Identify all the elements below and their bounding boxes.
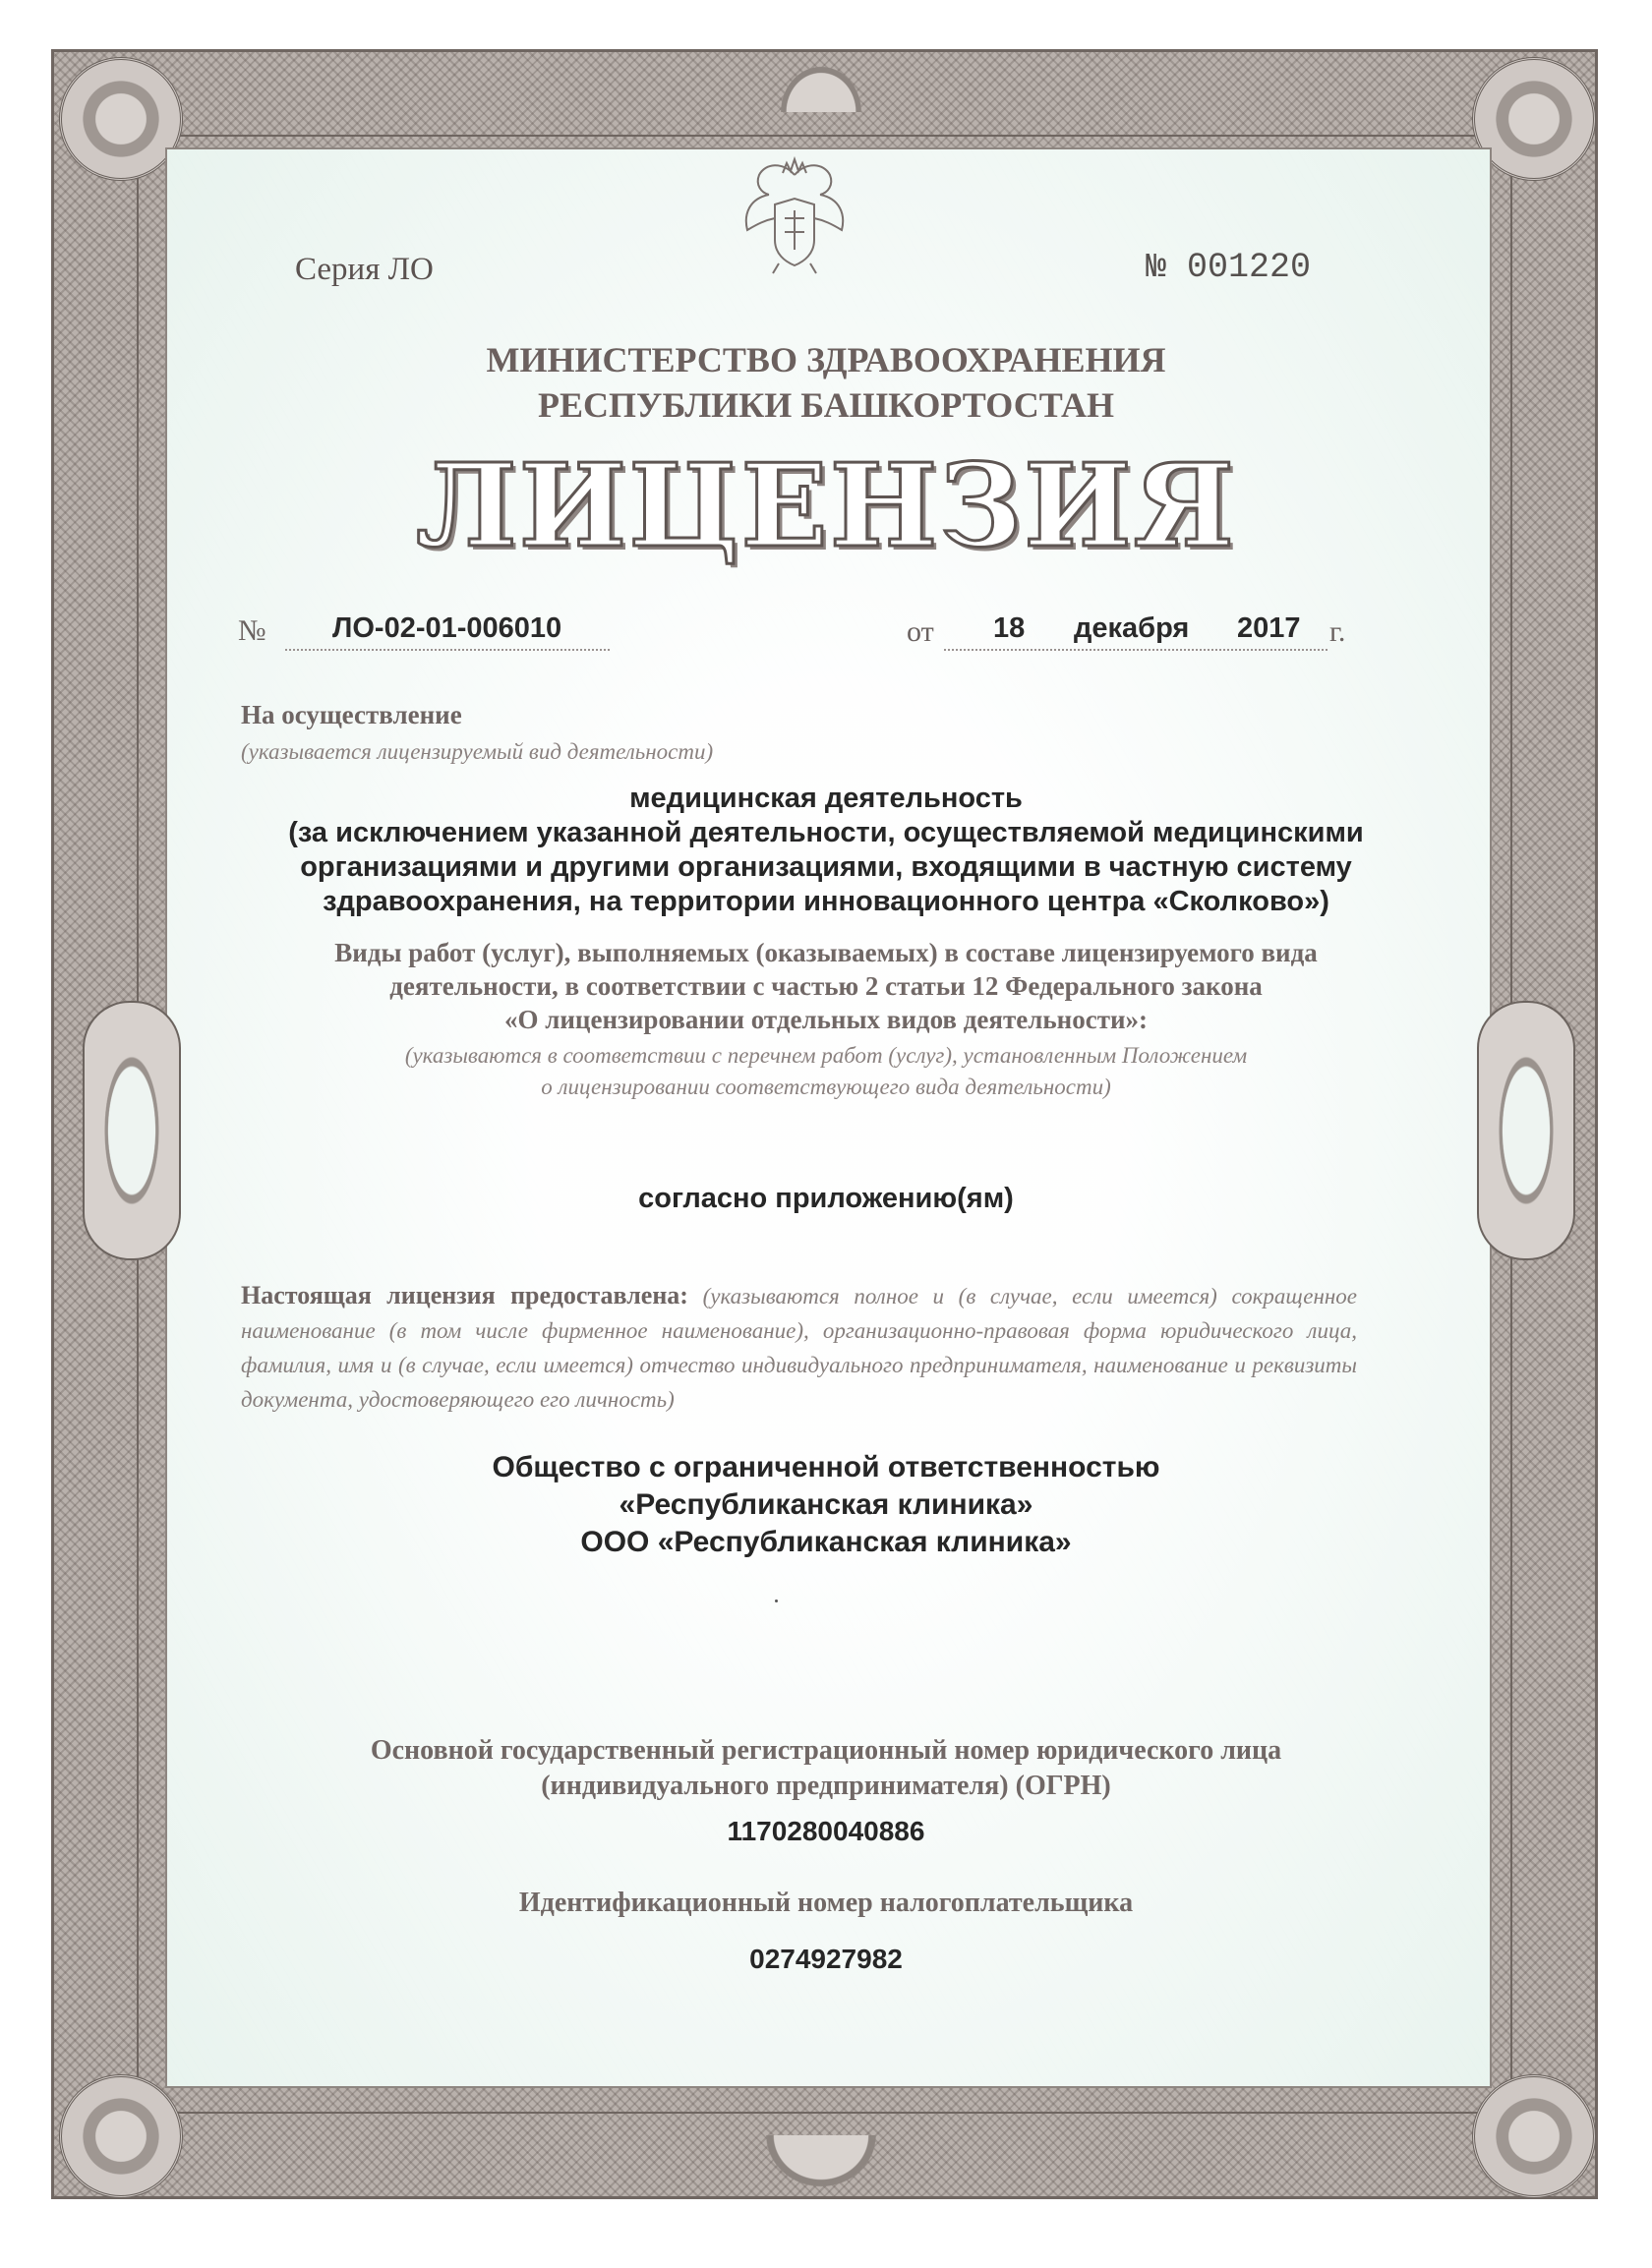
works-annex-reference: согласно приложению(ям) (638, 1183, 1014, 1214)
corner-ornament-bottom-right (1472, 2074, 1596, 2198)
top-crest-ornament (767, 51, 875, 112)
licensee-organization (246, 1449, 1406, 1561)
activity-line-4: здравоохранения, на территории инновационного центра «Сколково») (323, 886, 1329, 917)
date-underline (944, 649, 1328, 651)
ministry-line-1: МИНИСТЕРСТВО ЗДРАВООХРАНЕНИЯ (486, 340, 1166, 379)
organization-line-1: Общество с ограниченной ответственностью (492, 1451, 1160, 1483)
activity-line-3: организациями и другими организациями, входящими в частную систему (300, 851, 1352, 883)
ogrn-label (246, 1733, 1406, 1804)
license-day: 18 (993, 612, 1026, 644)
bottom-crest-ornament (747, 2135, 895, 2204)
purpose-label: На осуществление (241, 700, 462, 729)
double-headed-eagle-emblem-icon (736, 155, 854, 275)
works-hint (246, 1040, 1406, 1103)
granted-hint: (указываются полное и (в случае, если имеется) сокращенное наименование (в том числе фирменное наименование), организационно-правовая форма юридического лица, фамилия, имя и (в случае, если имеется) отчество индивидуального предпринимателя, наименование и реквизиты документа, удостоверяющего его личность) (241, 1284, 1358, 1412)
granted-label: Настоящая лицензия предоставлена: (241, 1281, 688, 1309)
purpose-hint: (указывается лицензируемый вид деятельности) (241, 739, 714, 764)
issuing-authority (295, 337, 1357, 428)
works-hint-line-1: (указываются в соответствии с перечнем работ (услуг), установленным Положением (404, 1043, 1248, 1068)
document-title: ЛИЦЕНЗИЯ (416, 439, 1236, 573)
activity-line-2: (за исключением указанной деятельности, осуществляемой медицинскими (288, 817, 1364, 848)
works-line-2: деятельности, в соответствии с частью 2 статьи 12 Федерального закона (389, 971, 1263, 1001)
granted-to-paragraph (241, 1278, 1357, 1417)
works-heading (246, 936, 1406, 1036)
left-rosette-ornament (83, 1001, 181, 1260)
license-number-underline (285, 649, 610, 651)
inn-label: Идентификационный номер налогоплательщика (518, 1888, 1134, 1918)
ogrn-label-line-2: (индивидуального предпринимателя) (ОГРН) (541, 1771, 1111, 1801)
year-suffix: г. (1329, 615, 1346, 648)
license-number-label: № (238, 614, 266, 647)
corner-ornament-bottom-left (59, 2074, 183, 2198)
works-line-1: Виды работ (услуг), выполняемых (оказываемых) в составе лицензируемого вида (334, 938, 1318, 967)
license-year: 2017 (1237, 612, 1301, 644)
series-label: Серия ЛО (295, 252, 434, 287)
date-from-label: от (907, 615, 934, 648)
right-rosette-ornament (1477, 1001, 1575, 1260)
licensed-activity (246, 782, 1406, 919)
form-number: № 001220 (1146, 248, 1312, 287)
works-line-3: «О лицензировании отдельных видов деятельности»: (503, 1005, 1149, 1034)
organization-line-3: ООО «Республиканская клиника» (580, 1526, 1072, 1558)
ink-dot (775, 1599, 778, 1602)
ogrn-label-line-1: Основной государственный регистрационный номер юридического лица (370, 1735, 1282, 1766)
ogrn-value: 1170280040886 (727, 1816, 925, 1846)
license-number: ЛО-02-01-006010 (332, 612, 562, 644)
works-hint-line-2: о лицензировании соответствующего вида деятельности) (541, 1075, 1111, 1099)
inn-value: 0274927982 (749, 1944, 903, 1974)
license-month: декабря (1074, 612, 1190, 644)
activity-line-1: медицинская деятельность (629, 783, 1023, 814)
organization-line-2: «Республиканская клиника» (619, 1488, 1033, 1521)
ministry-line-2: РЕСПУБЛИКИ БАШКОРТОСТАН (538, 385, 1114, 425)
